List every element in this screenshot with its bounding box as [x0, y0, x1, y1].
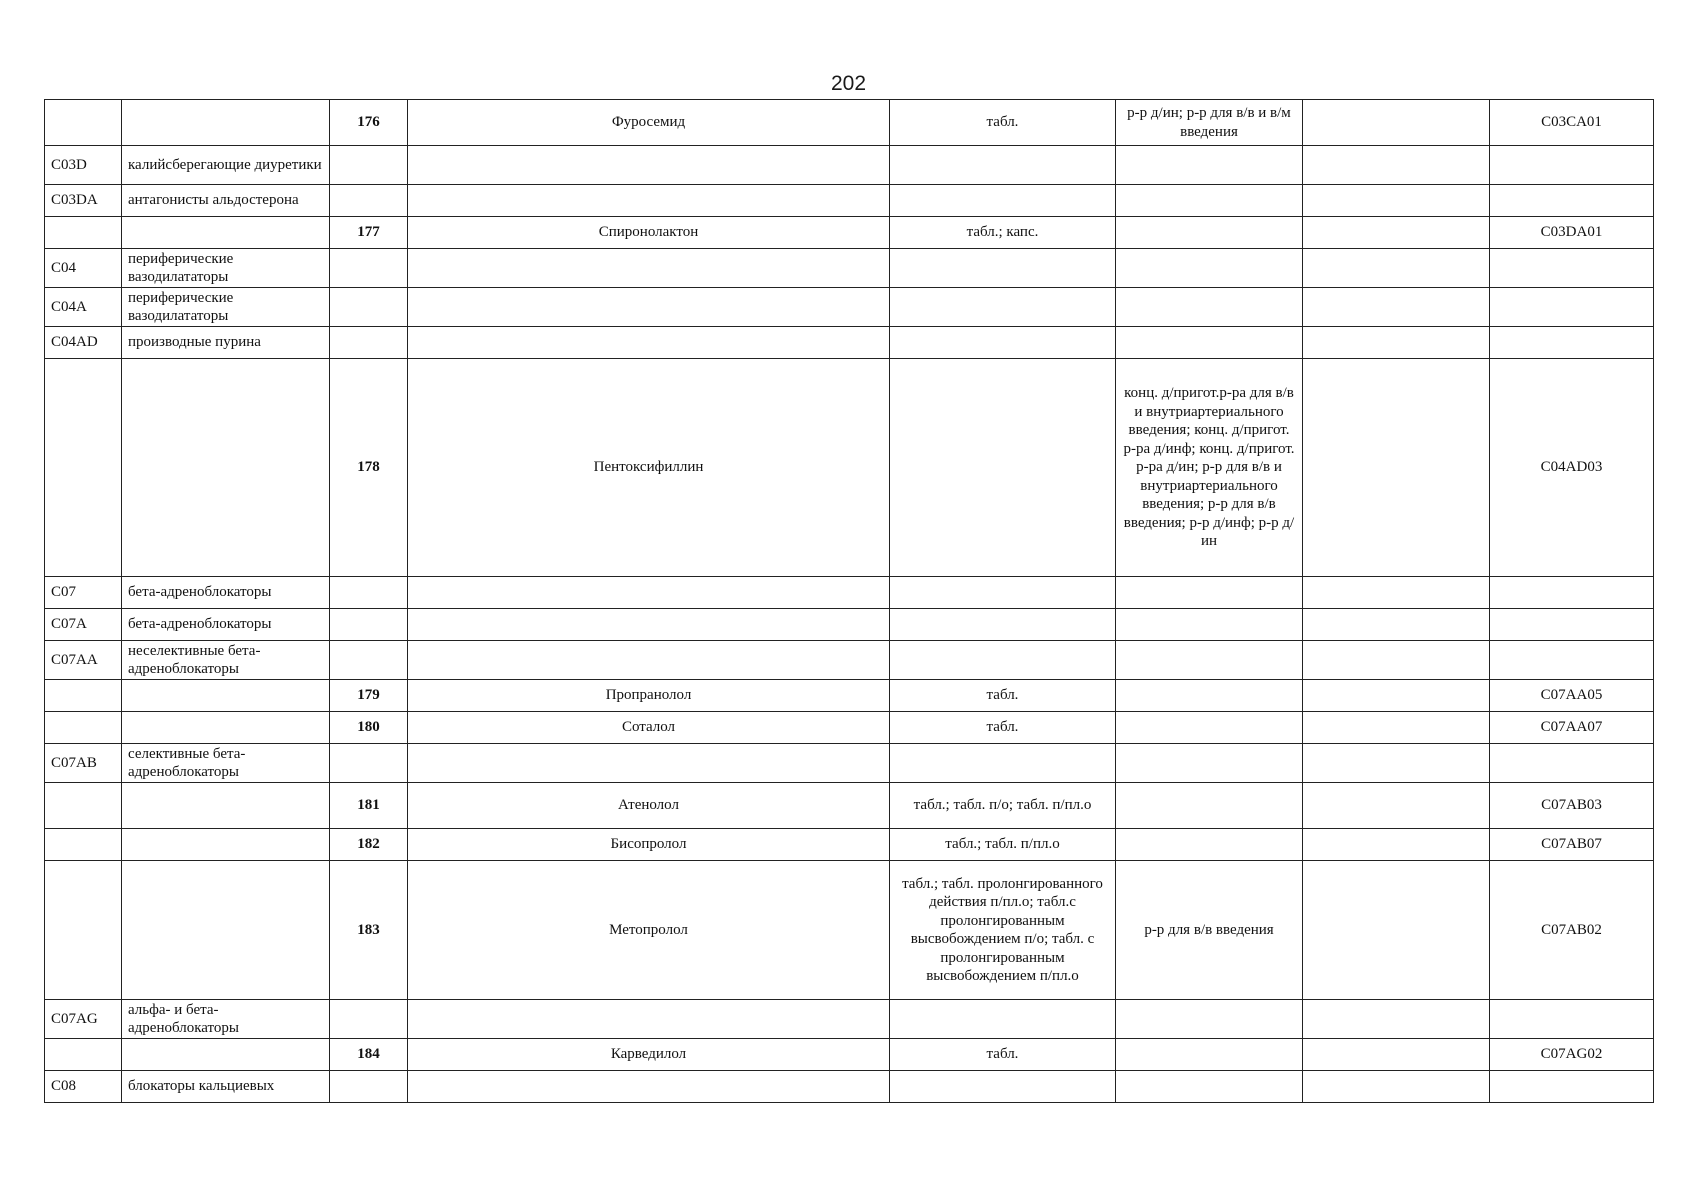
drug-name: Атенолол [408, 783, 890, 829]
atc-code: C07AB03 [1490, 783, 1654, 829]
extra-cell [1303, 327, 1490, 359]
drug-name: Пентоксифиллин [408, 359, 890, 577]
group-name: периферические вазодилататоры [122, 288, 330, 327]
extra-cell [1303, 1071, 1490, 1103]
atc-group-code: C07A [45, 609, 122, 641]
table-row [45, 1000, 1654, 1039]
extra-cell [1303, 783, 1490, 829]
item-number: 184 [330, 1039, 408, 1071]
atc-group-code: C07AB [45, 744, 122, 783]
group-name [122, 829, 330, 861]
atc-group-code [45, 712, 122, 744]
item-number [330, 249, 408, 288]
extra-cell [1303, 680, 1490, 712]
atc-code [1490, 249, 1654, 288]
oral-form: табл.; капс. [890, 217, 1116, 249]
table-row [45, 577, 1654, 609]
atc-group-code: C07 [45, 577, 122, 609]
extra-cell [1303, 185, 1490, 217]
drug-name [408, 1071, 890, 1103]
extra-cell [1303, 146, 1490, 185]
injection-form [1116, 680, 1303, 712]
group-name: калийсберегающие диуретики [122, 146, 330, 185]
item-number: 177 [330, 217, 408, 249]
item-number [330, 327, 408, 359]
oral-form [890, 577, 1116, 609]
item-number [330, 1000, 408, 1039]
item-number [330, 577, 408, 609]
group-name: бета-адреноблокаторы [122, 609, 330, 641]
group-name: производные пурина [122, 327, 330, 359]
table-row [45, 609, 1654, 641]
atc-group-code [45, 783, 122, 829]
group-name: антагонисты альдостерона [122, 185, 330, 217]
item-number [330, 744, 408, 783]
oral-form [890, 1000, 1116, 1039]
atc-group-code: C03DA [45, 185, 122, 217]
item-number [330, 609, 408, 641]
extra-cell [1303, 609, 1490, 641]
atc-group-code: C08 [45, 1071, 122, 1103]
atc-code [1490, 744, 1654, 783]
table-row [45, 1071, 1654, 1103]
group-name [122, 783, 330, 829]
table-row [45, 327, 1654, 359]
item-number: 181 [330, 783, 408, 829]
table-body [45, 100, 1654, 1103]
atc-group-code [45, 680, 122, 712]
atc-group-code [45, 100, 122, 146]
injection-form: р-р для в/в введения [1116, 861, 1303, 1000]
injection-form [1116, 327, 1303, 359]
atc-group-code: C04AD [45, 327, 122, 359]
drug-name: Карведилол [408, 1039, 890, 1071]
injection-form [1116, 641, 1303, 680]
extra-cell [1303, 861, 1490, 1000]
drug-name [408, 609, 890, 641]
extra-cell [1303, 712, 1490, 744]
injection-form [1116, 185, 1303, 217]
oral-form [890, 327, 1116, 359]
oral-form [890, 744, 1116, 783]
item-number [330, 641, 408, 680]
oral-form [890, 288, 1116, 327]
extra-cell [1303, 249, 1490, 288]
oral-form: табл. [890, 712, 1116, 744]
table-row [45, 146, 1654, 185]
oral-form: табл.; табл. п/пл.о [890, 829, 1116, 861]
group-name [122, 712, 330, 744]
table-row [45, 288, 1654, 327]
extra-cell [1303, 100, 1490, 146]
oral-form [890, 359, 1116, 577]
atc-code [1490, 641, 1654, 680]
table-row [45, 100, 1654, 146]
table-row [45, 185, 1654, 217]
drug-name: Бисопролол [408, 829, 890, 861]
table-row [45, 744, 1654, 783]
injection-form [1116, 577, 1303, 609]
oral-form: табл. [890, 680, 1116, 712]
atc-code [1490, 288, 1654, 327]
group-name [122, 861, 330, 1000]
atc-group-code: C04A [45, 288, 122, 327]
oral-form: табл.; табл. п/о; табл. п/пл.о [890, 783, 1116, 829]
atc-group-code: C04 [45, 249, 122, 288]
injection-form [1116, 744, 1303, 783]
drug-name [408, 744, 890, 783]
drug-name: Фуросемид [408, 100, 890, 146]
atc-group-code [45, 217, 122, 249]
group-name: альфа- и бета-адреноблокаторы [122, 1000, 330, 1039]
item-number [330, 1071, 408, 1103]
atc-code [1490, 577, 1654, 609]
atc-code: C03DA01 [1490, 217, 1654, 249]
extra-cell [1303, 641, 1490, 680]
extra-cell [1303, 1000, 1490, 1039]
drug-name: Метопролол [408, 861, 890, 1000]
atc-group-code [45, 1039, 122, 1071]
drug-name [408, 288, 890, 327]
atc-group-code [45, 359, 122, 577]
atc-group-code: C07AG [45, 1000, 122, 1039]
oral-form: табл. [890, 100, 1116, 146]
atc-group-code [45, 829, 122, 861]
group-name: блокаторы кальциевых [122, 1071, 330, 1103]
group-name: неселективные бета-адреноблокаторы [122, 641, 330, 680]
atc-code [1490, 185, 1654, 217]
group-name [122, 100, 330, 146]
drug-name: Соталол [408, 712, 890, 744]
item-number: 176 [330, 100, 408, 146]
group-name [122, 359, 330, 577]
item-number: 178 [330, 359, 408, 577]
atc-code: C07AG02 [1490, 1039, 1654, 1071]
item-number [330, 288, 408, 327]
atc-code: C07AA05 [1490, 680, 1654, 712]
injection-form [1116, 609, 1303, 641]
table-row [45, 249, 1654, 288]
group-name [122, 680, 330, 712]
oral-form [890, 609, 1116, 641]
injection-form [1116, 829, 1303, 861]
page-number: 202 [830, 72, 867, 95]
atc-group-code [45, 861, 122, 1000]
atc-code [1490, 327, 1654, 359]
oral-form: табл.; табл. пролонгированного действия п/пл.о; табл.с пролонгированным высвобождением п/о; табл. с пролонгированным высвобождением п/пл.о [890, 861, 1116, 1000]
oral-form: табл. [890, 1039, 1116, 1071]
group-name: бета-адреноблокаторы [122, 577, 330, 609]
group-name: селективные бета-адреноблокаторы [122, 744, 330, 783]
atc-code: C07AB07 [1490, 829, 1654, 861]
injection-form [1116, 249, 1303, 288]
drug-name [408, 327, 890, 359]
extra-cell [1303, 744, 1490, 783]
drug-name [408, 1000, 890, 1039]
drug-name [408, 249, 890, 288]
injection-form [1116, 712, 1303, 744]
oral-form [890, 249, 1116, 288]
injection-form [1116, 288, 1303, 327]
group-name [122, 217, 330, 249]
injection-form [1116, 146, 1303, 185]
extra-cell [1303, 217, 1490, 249]
extra-cell [1303, 359, 1490, 577]
oral-form [890, 1071, 1116, 1103]
atc-code: C07AB02 [1490, 861, 1654, 1000]
injection-form [1116, 783, 1303, 829]
item-number [330, 185, 408, 217]
atc-code [1490, 609, 1654, 641]
extra-cell [1303, 577, 1490, 609]
item-number: 182 [330, 829, 408, 861]
group-name [122, 1039, 330, 1071]
table-row [45, 641, 1654, 680]
atc-code [1490, 1000, 1654, 1039]
extra-cell [1303, 829, 1490, 861]
atc-code: C03CA01 [1490, 100, 1654, 146]
drug-name [408, 185, 890, 217]
extra-cell [1303, 1039, 1490, 1071]
injection-form [1116, 1039, 1303, 1071]
table-row [45, 359, 1654, 577]
atc-code: C07AA07 [1490, 712, 1654, 744]
oral-form [890, 146, 1116, 185]
item-number: 180 [330, 712, 408, 744]
drug-name [408, 641, 890, 680]
drug-name [408, 577, 890, 609]
table-row [45, 712, 1654, 744]
drug-name: Пропранолол [408, 680, 890, 712]
atc-code: C04AD03 [1490, 359, 1654, 577]
extra-cell [1303, 288, 1490, 327]
item-number [330, 146, 408, 185]
item-number: 183 [330, 861, 408, 1000]
group-name: периферические вазодилататоры [122, 249, 330, 288]
table-row [45, 783, 1654, 829]
injection-form [1116, 1000, 1303, 1039]
atc-group-code: C03D [45, 146, 122, 185]
table-row [45, 217, 1654, 249]
drug-table [44, 99, 1654, 1103]
atc-code [1490, 146, 1654, 185]
table-row [45, 861, 1654, 1000]
atc-group-code: C07AA [45, 641, 122, 680]
table-row [45, 1039, 1654, 1071]
injection-form: конц. д/пригот.р-ра для в/в и внутриартериального введения; конц. д/пригот. р-ра д/инф; конц. д/пригот. р-ра д/ин; р-р для в/в и внутриартериального введения; р-р для в/в введения; р-р д/инф; р-р д/ин [1116, 359, 1303, 577]
table-row [45, 829, 1654, 861]
atc-code [1490, 1071, 1654, 1103]
injection-form: р-р д/ин; р-р для в/в и в/м введения [1116, 100, 1303, 146]
oral-form [890, 641, 1116, 680]
drug-name: Спиронолактон [408, 217, 890, 249]
injection-form [1116, 1071, 1303, 1103]
item-number: 179 [330, 680, 408, 712]
oral-form [890, 185, 1116, 217]
drug-name [408, 146, 890, 185]
table-row [45, 680, 1654, 712]
injection-form [1116, 217, 1303, 249]
